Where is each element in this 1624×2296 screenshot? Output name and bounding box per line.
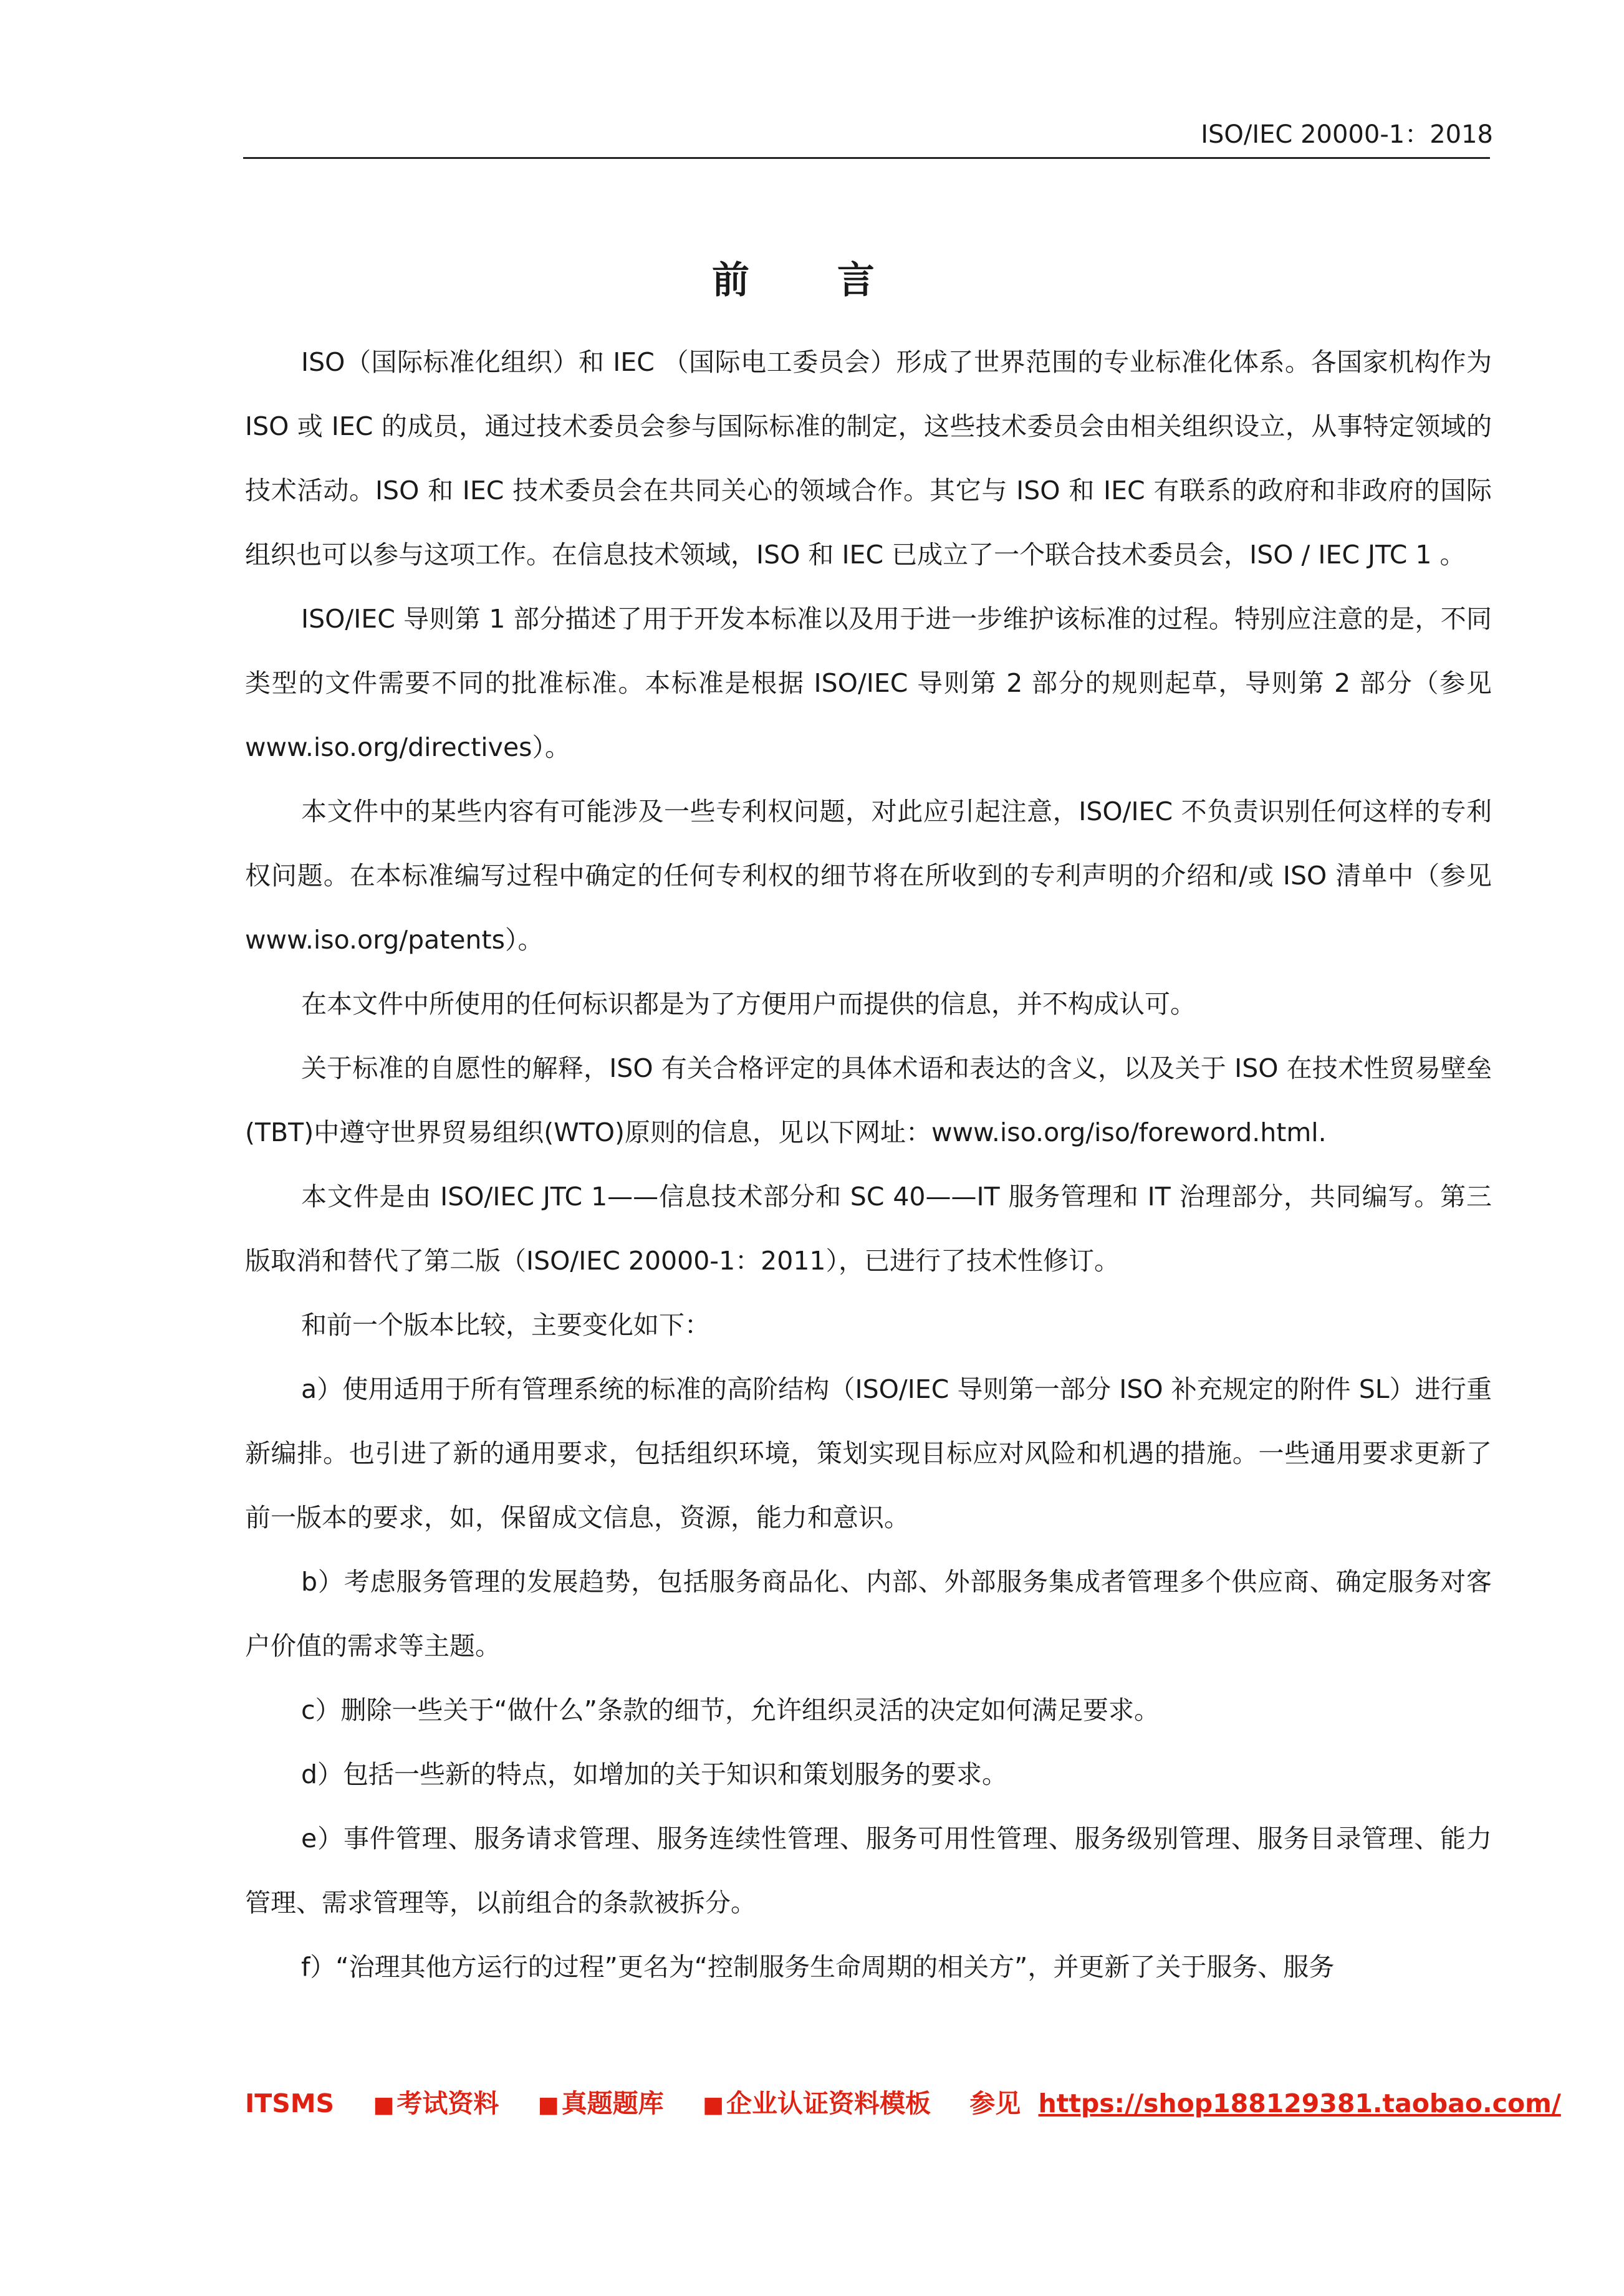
footer-item-templates[interactable]: ■企业认证资料模板 [702,2088,931,2118]
list-item-d: d）包括一些新的特点，如增加的关于知识和策划服务的要求。 [301,1759,1008,1789]
paragraph-voluntary: 关于标准的自愿性的解释，ISO 有关合格评定的具体术语和表达的含义，以及关于 ISO 在技术性贸易壁垒(TBT)中遵守世界贸易组织(WTO)原则的信息，见以下网址：www.iso.org/iso/foreword.html. [245,1053,1492,1147]
bullet-square-icon: ■ [373,2092,395,2118]
paragraph-patents: 本文件中的某些内容有可能涉及一些专利权问题，对此应引起注意，ISO/IEC 不负责识别任何这样的专利权问题。在本标准编写过程中确定的任何专利权的细节将在所收到的专利声明的介绍和/或 ISO 清单中（参见 www.iso.org/patents）。 [245,796,1492,955]
paragraph-directives: ISO/IEC 导则第 1 部分描述了用于开发本标准以及用于进一步维护该标准的过程。特别应注意的是，不同类型的文件需要不同的批准标准。本标准是根据 ISO/IEC 导则第 2 部分的规则起草，导则第 2 部分（参见 www.iso.org/directives）。 [245,604,1492,762]
bullet-square-icon: ■ [537,2092,559,2118]
footer-item-exam[interactable]: ■考试资料 [373,2088,499,2118]
paragraph-prepared-by: 本文件是由 ISO/IEC JTC 1——信息技术部分和 SC 40——IT 服务管理和 IT 治理部分，共同编写。第三版取消和替代了第二版（ISO/IEC 20000-1：2011），已进行了技术性修订。 [245,1182,1492,1276]
page-title: 前 言 [712,259,912,302]
footer-see-label: 参见 [969,2088,1021,2118]
footer-item-questions[interactable]: ■真题题库 [537,2088,664,2118]
list-item-e: e）事件管理、服务请求管理、服务连续性管理、服务可用性管理、服务级别管理、服务目录管理、能力管理、需求管理等，以前组合的条款被拆分。 [245,1824,1492,1918]
document-code: ISO/IEC 20000-1：2018 [1201,120,1493,149]
footer-shop-link[interactable]: https://shop188129381.taobao.com/ [1038,2088,1561,2118]
bullet-square-icon: ■ [702,2092,724,2118]
list-item-f: f）“治理其他方运行的过程”更名为“控制服务生命周期的相关方”，并更新了关于服务、服务 [301,1952,1335,1982]
list-item-a: a）使用适用于所有管理系统的标准的高阶结构（ISO/IEC 导则第一部分 ISO 补充规定的附件 SL）进行重新编排。也引进了新的通用要求，包括组织环境，策划实现目标应对风险和机遇的措施。一些通用要求更新了前一版本的要求，如，保留成文信息，资源，能力和意识。 [245,1374,1492,1533]
header-divider [243,157,1490,159]
document-body [245,330,1492,1999]
footer-brand: ITSMS [245,2088,335,2118]
paragraph-trademarks: 在本文件中所使用的任何标识都是为了方便用户而提供的信息，并不构成认可。 [301,989,1196,1019]
footer-banner [245,2085,1561,2124]
paragraph-intro: ISO（国际标准化组织）和 IEC （国际电工委员会）形成了世界范围的专业标准化体系。各国家机构作为 ISO 或 IEC 的成员，通过技术委员会参与国际标准的制定，这些技术委员会由相关组织设立，从事特定领域的技术活动。ISO 和 IEC 技术委员会在共同关心的领域合作。其它与 ISO 和 IEC 有联系的政府和非政府的国际组织也可以参与这项工作。在信息技术领域，ISO 和 IEC 已成立了一个联合技术委员会，ISO / IEC JTC 1 。 [245,347,1492,570]
paragraph-changes-intro: 和前一个版本比较，主要变化如下： [301,1310,710,1340]
list-item-c: c）删除一些关于“做什么”条款的细节，允许组织灵活的决定如何满足要求。 [301,1695,1160,1725]
list-item-b: b）考虑服务管理的发展趋势，包括服务商品化、内部、外部服务集成者管理多个供应商、确定服务对客户价值的需求等主题。 [245,1567,1492,1661]
